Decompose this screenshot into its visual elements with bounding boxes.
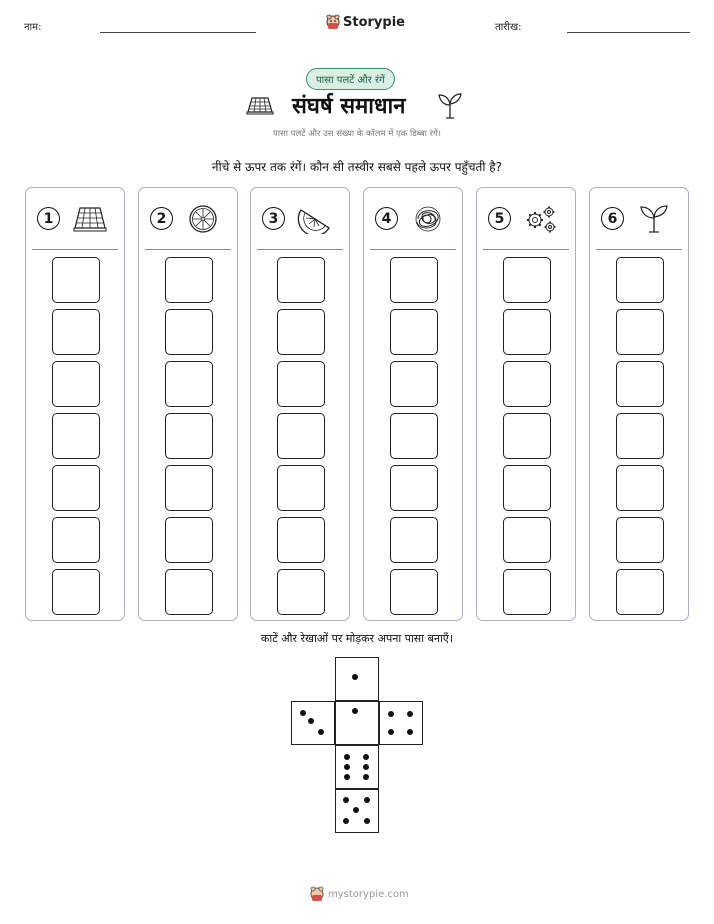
color-box[interactable] [52, 413, 100, 459]
die-face-4 [379, 701, 423, 745]
color-box[interactable] [165, 309, 213, 355]
color-box[interactable] [503, 257, 551, 303]
color-box[interactable] [390, 517, 438, 563]
die-face-1 [335, 701, 379, 745]
color-box[interactable] [165, 413, 213, 459]
column-number: 6 [601, 207, 624, 230]
sprout-icon [636, 204, 672, 234]
die-pip [363, 774, 369, 780]
color-box[interactable] [52, 569, 100, 615]
column-1 [25, 187, 125, 621]
die-pip [364, 797, 370, 803]
column-2 [138, 187, 238, 621]
die-pip [363, 754, 369, 760]
column-divider [370, 249, 456, 250]
die-pip [388, 729, 394, 735]
color-box[interactable] [503, 361, 551, 407]
die-pip [363, 764, 369, 770]
citrus-slice-icon [185, 204, 221, 234]
column-divider [32, 249, 118, 250]
color-box[interactable] [616, 517, 664, 563]
die-pip [344, 774, 350, 780]
color-box[interactable] [277, 361, 325, 407]
color-box[interactable] [616, 569, 664, 615]
page-subtitle: पासा पलटें और उस संख्या के कॉलम में एक डिब्बा रंगें। [273, 129, 441, 139]
die-pip [344, 754, 350, 760]
grid-mat-icon [246, 96, 274, 116]
die-pip [407, 711, 413, 717]
storypie-mascot-icon [310, 886, 324, 902]
die-pip [343, 818, 349, 824]
footer [310, 886, 409, 902]
die-pip [318, 729, 324, 735]
grid-mat-icon [72, 204, 108, 234]
color-box[interactable] [52, 309, 100, 355]
column-divider [145, 249, 231, 250]
die-face-5 [335, 789, 379, 833]
column-divider [596, 249, 682, 250]
color-box[interactable] [165, 517, 213, 563]
color-box[interactable] [503, 309, 551, 355]
column-4 [363, 187, 463, 621]
brand-name: Storypie [343, 14, 405, 30]
column-6 [589, 187, 689, 621]
die-face-6 [335, 745, 379, 789]
color-box[interactable] [390, 257, 438, 303]
die-pip [343, 797, 349, 803]
die-pip [344, 764, 350, 770]
color-box[interactable] [165, 361, 213, 407]
color-box[interactable] [390, 465, 438, 511]
color-box[interactable] [277, 517, 325, 563]
column-number: 3 [262, 207, 285, 230]
sprout-icon [437, 92, 463, 120]
color-box[interactable] [390, 309, 438, 355]
footer-url[interactable]: mystorypie.com [328, 888, 409, 900]
name-label: नाम: [24, 22, 42, 33]
name-field[interactable] [100, 32, 256, 33]
color-box[interactable] [165, 465, 213, 511]
color-box[interactable] [390, 361, 438, 407]
column-number: 2 [150, 207, 173, 230]
storypie-mascot-icon [326, 14, 340, 30]
color-box[interactable] [277, 257, 325, 303]
color-box[interactable] [390, 413, 438, 459]
color-box[interactable] [616, 361, 664, 407]
die-pip [300, 710, 306, 716]
column-divider [483, 249, 569, 250]
color-box[interactable] [503, 569, 551, 615]
color-box[interactable] [616, 413, 664, 459]
color-box[interactable] [503, 465, 551, 511]
die-face-3 [291, 701, 335, 745]
color-box[interactable] [277, 569, 325, 615]
color-box[interactable] [503, 517, 551, 563]
activity-badge: पासा पलटें और रंगें [306, 68, 395, 90]
color-box[interactable] [503, 413, 551, 459]
color-box[interactable] [277, 465, 325, 511]
column-number: 4 [375, 207, 398, 230]
color-box[interactable] [165, 257, 213, 303]
date-label: तारीख: [495, 22, 522, 33]
die-pip [353, 807, 359, 813]
die-pip [352, 674, 358, 680]
color-box[interactable] [616, 465, 664, 511]
column-number: 1 [37, 207, 60, 230]
die-pip [407, 729, 413, 735]
gears-icon [523, 204, 559, 234]
die-pip [364, 818, 370, 824]
color-box[interactable] [165, 569, 213, 615]
color-box[interactable] [277, 413, 325, 459]
die-pip [308, 718, 314, 724]
date-field[interactable] [567, 32, 690, 33]
column-divider [257, 249, 343, 250]
die-face-1 [335, 657, 379, 701]
column-3 [250, 187, 350, 621]
activity-instruction: नीचे से ऊपर तक रंगें। कौन सी तस्वीर सबसे पहले ऊपर पहुँचती है? [211, 160, 503, 174]
lemon-wedge-icon [297, 204, 333, 234]
die-pip [388, 711, 394, 717]
color-box[interactable] [52, 465, 100, 511]
color-box[interactable] [52, 257, 100, 303]
dice-instruction: काटें और रेखाओं पर मोड़कर अपना पासा बनाएँ। [260, 632, 454, 645]
color-box[interactable] [390, 569, 438, 615]
color-box[interactable] [616, 257, 664, 303]
page-title: संघर्ष समाधान [292, 94, 406, 119]
column-5 [476, 187, 576, 621]
color-box[interactable] [52, 517, 100, 563]
column-number: 5 [488, 207, 511, 230]
tangled-scribble-icon [410, 204, 446, 234]
color-box[interactable] [52, 361, 100, 407]
color-box[interactable] [616, 309, 664, 355]
color-box[interactable] [277, 309, 325, 355]
brand-logo [326, 14, 405, 30]
die-pip [352, 708, 358, 714]
